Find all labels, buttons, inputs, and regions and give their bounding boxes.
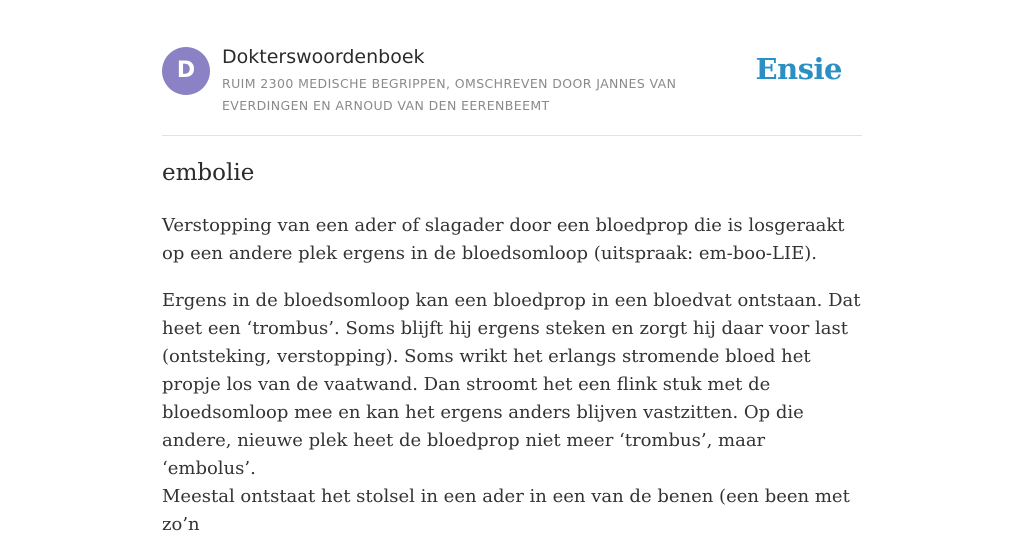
entry-explanation: Ergens in de bloedsomloop kan een bloedprop in een bloedvat ontstaan. Dat heet een ‘trombus’. Soms blijft hij ergens steken en zorgt hij daar voor last (ontsteking, verstopping). Soms wrikt het erlangs stromende bloed het propje los van de vaatwand. Dan stroomt het een flink stuk met de bloedsomloop mee en kan het ergens anders blijven vastzitten. Op die andere, nieuwe plek heet de bloedprop niet meer ‘trombus’, maar ‘embolus’. <box>162 290 861 479</box>
header-divider <box>162 135 862 136</box>
entry-definition: Verstopping van een ader of slagader door een bloedprop die is losgeraakt op een andere plek ergens in de bloedsomloop (uitspraak: em-boo-LIE). <box>162 215 845 264</box>
entry-term: embolie <box>162 160 255 186</box>
entry-continuation: Meestal ontstaat het stolsel in een ader in een van de benen (een been met zo’n <box>162 486 850 535</box>
dictionary-avatar[interactable]: D <box>162 47 210 95</box>
dictionary-subtitle: RUIM 2300 MEDISCHE BEGRIPPEN, OMSCHREVEN DOOR JANNES VAN EVERDINGEN EN ARNOUD VAN DEN EERENBEEMT <box>222 76 677 113</box>
ensie-logo[interactable]: Ensie <box>755 52 842 86</box>
dictionary-header <box>162 46 862 116</box>
dictionary-title[interactable]: Dokterswoordenboek <box>222 46 425 68</box>
